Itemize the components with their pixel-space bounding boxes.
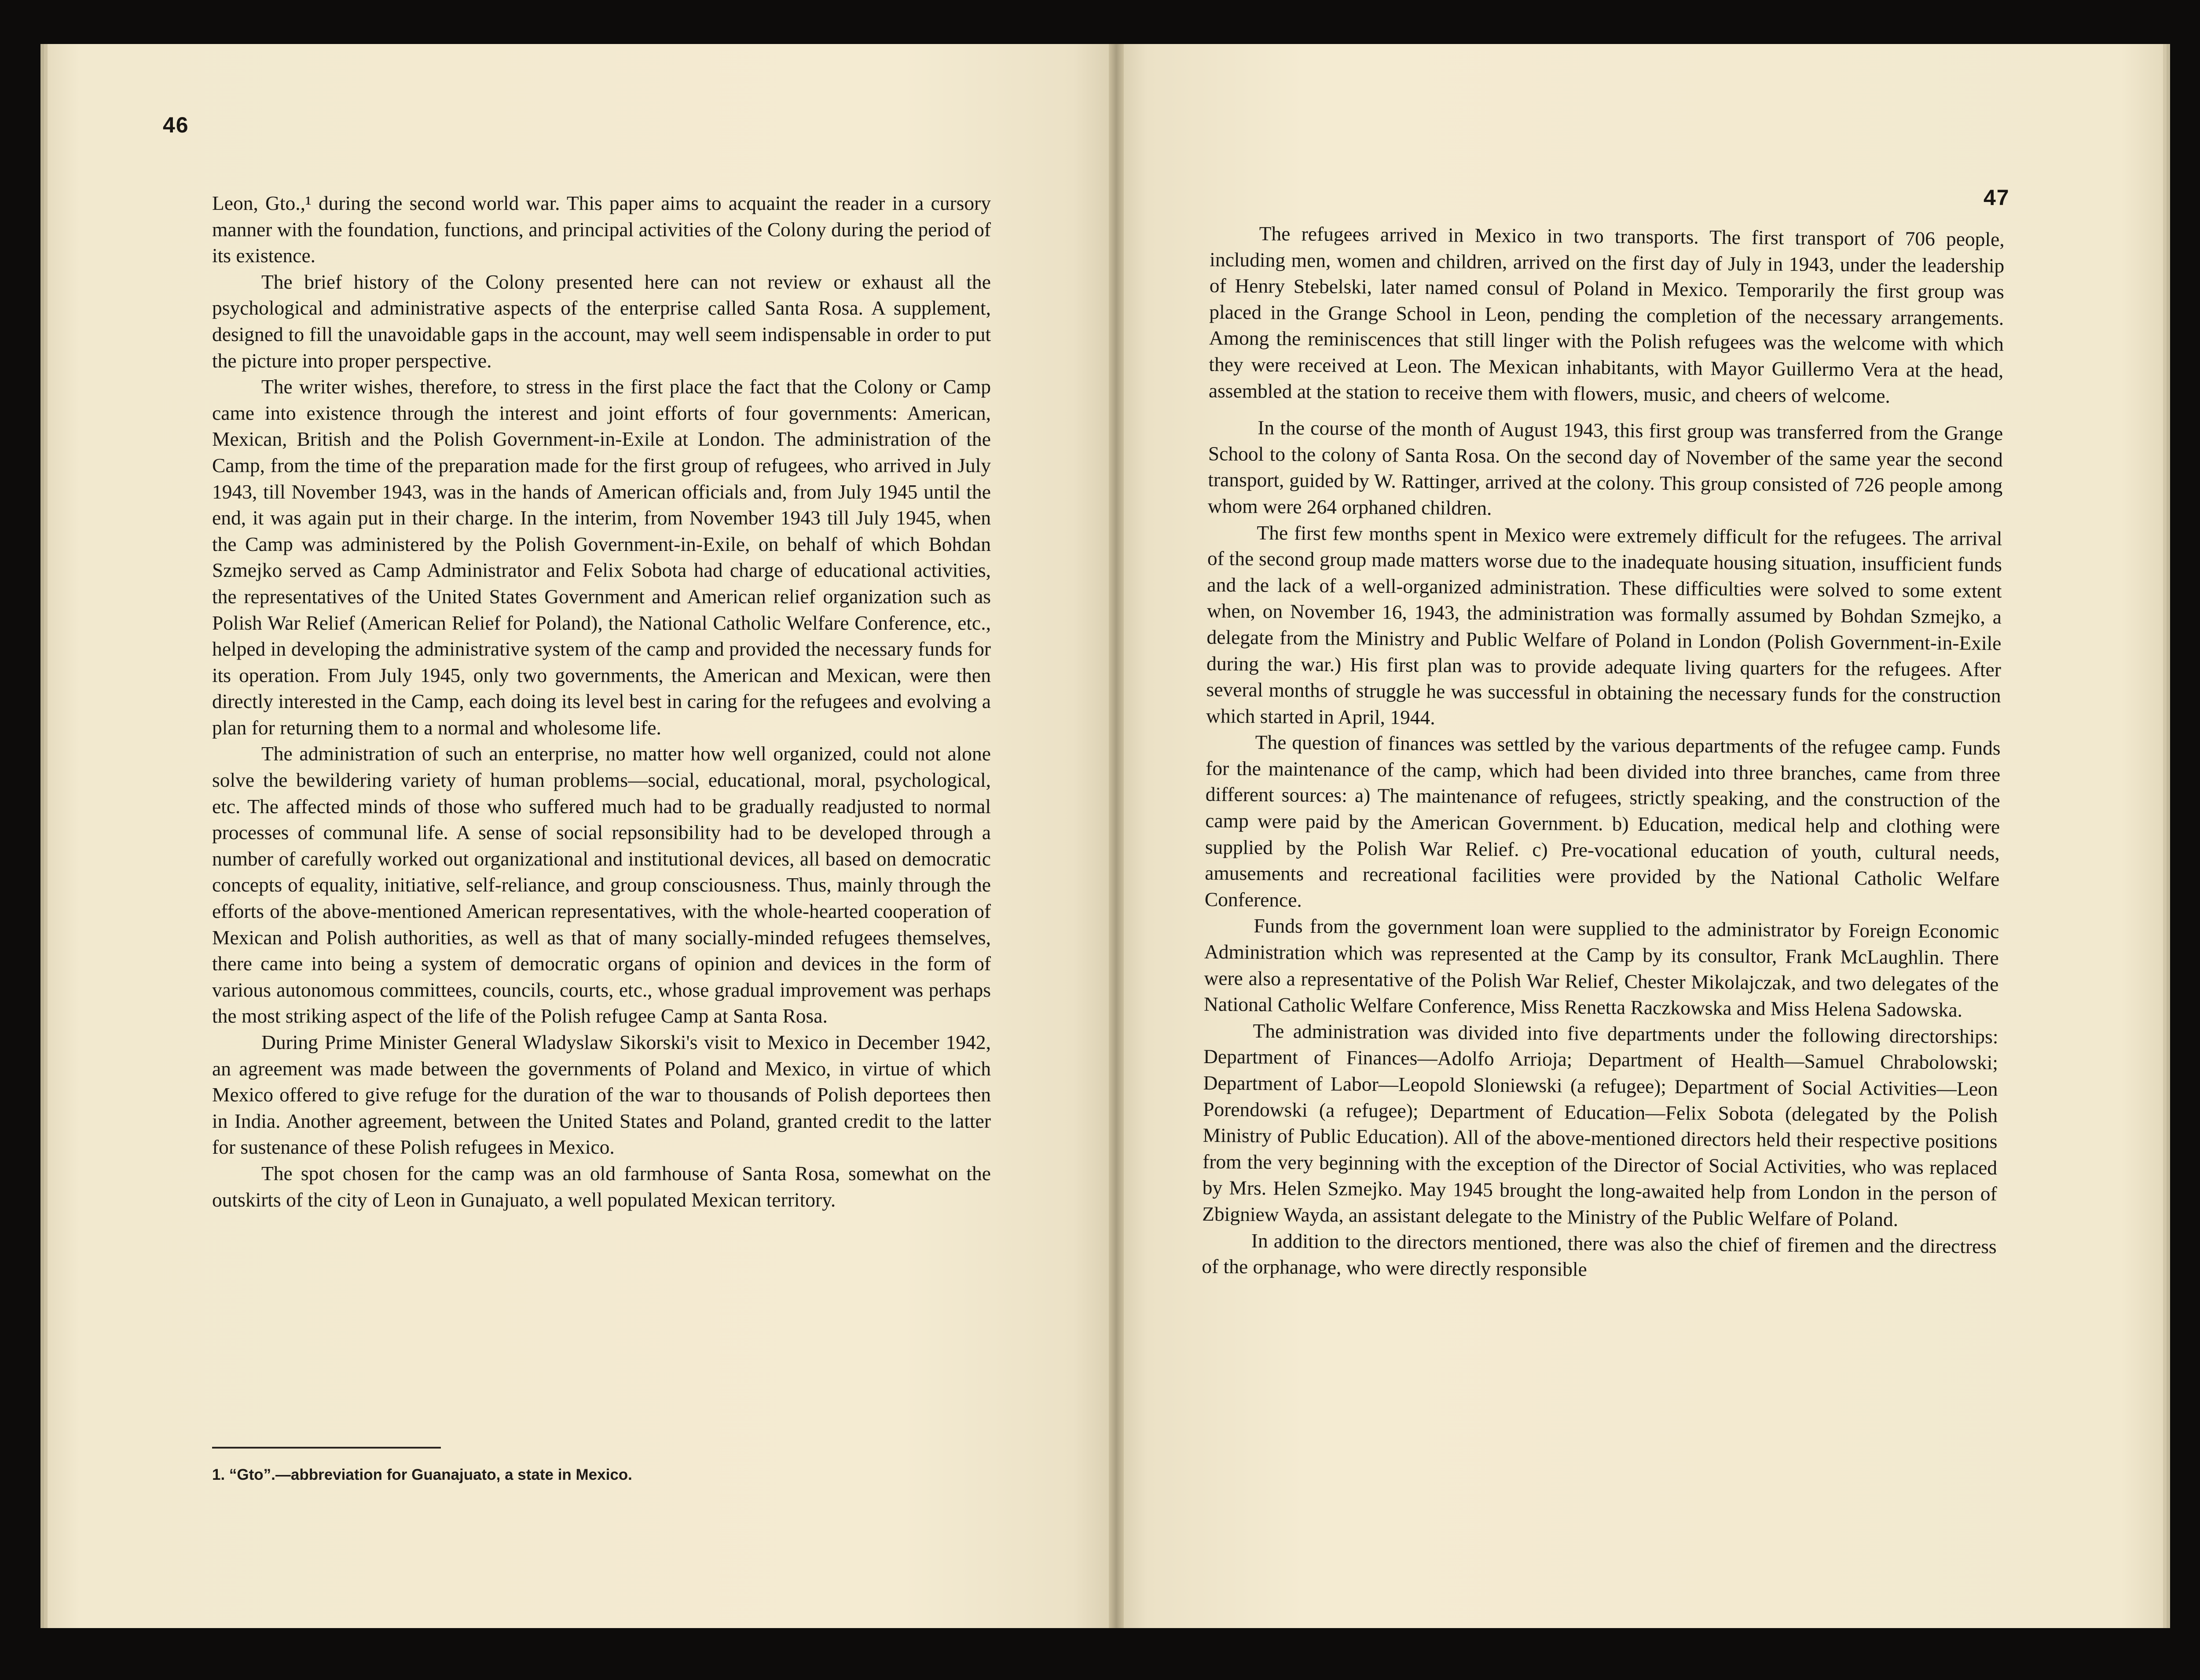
paragraph: The brief history of the Colony presented here can not review or exhaust all the psychological and administrative aspects of the enterprise called Santa Rosa. A supplement, designed to fill the unavoidable gaps in the account, may well seem indispensable in order to put the picture into proper perspective. <box>212 270 991 372</box>
page-number-left: 46 <box>163 113 189 137</box>
footnote-rule <box>212 1447 441 1449</box>
paragraph: The spot chosen for the camp was an old farmhouse of Santa Rosa, somewhat on the outskirts of the city of Leon in Gunajuato, a well populated Mexican territory. <box>212 1162 991 1211</box>
paragraph: The first few months spent in Mexico were extremely difficult for the refugees. The arrival of the second group made matters worse due to the inadequate housing situation, insufficient funds and the lack of a well-organized administration. These difficulties were solved to some extent when, on November 16, 1943, the administration was formally assumed by Bohdan Szmejko, a delegate from the Ministry and Public Welfare of Poland in London (Polish Government-in-Exile during the war.) His first plan was to provide adequate living quarters for the refugees. After several months of struggle he was successful in obtaining the necessary funds for the construction which started in April, 1944. <box>1206 521 2002 729</box>
left-page-body <box>212 190 991 1213</box>
book-gutter <box>1109 44 1124 1628</box>
paragraph: The question of finances was settled by the various departments of the refugee camp. Funds for the maintenance of the camp, which had been divided into three branches, came from three different sources: a) The maintenance of refugees, strictly speaking, and the construction of the camp were paid by the American Government. b) Education, medical help and clothing were supplied by the Polish War Relief. c) Pre-vocational education of youth, cultural needs, amusements and recreational facilities were provided by the National Catholic Welfare Conference. <box>1204 731 2001 911</box>
right-page-body <box>1202 220 2005 1286</box>
paragraph: In addition to the directors mentioned, there was also the chief of firemen and the directress of the orphanage, who were directly responsible <box>1202 1229 1997 1280</box>
paragraph: The writer wishes, therefore, to stress in the first place the fact that the Colony or Camp came into existence through the interest and joint efforts of four governments: American, Mexican, British and the Polish Government-in-Exile at London. The administration of the Camp, from the time of the preparation made for the first group of refugees, who arrived in July 1943, till November 1943, was in the hands of American officials and, from July 1945 until the end, it was again put in their charge. In the interim, from November 1943 till July 1945, when the Camp was administered by the Polish Government-in-Exile, on behalf of which Bohdan Szmejko served as Camp Administrator and Felix Sobota had charge of educational activities, the representatives of the United States Government and American relief organization such as Polish War Relief (American Relief for Poland), the National Catholic Welfare Conference, etc., helped in developing the administrative system of the camp and provided the necessary funds for its operation. From July 1945, only two governments, the American and Mexican, were then directly interested in the Camp, each doing its level best in caring for the refugees and evolving a plan for returning them to a normal and wholesome life. <box>212 375 991 739</box>
paragraph: The administration of such an enterprise, no matter how well organized, could not alone solve the bewildering variety of human problems—social, educational, moral, psychological, etc. The affected minds of those who suffered much had to be gradually readjusted to normal processes of communal life. A sense of social repsonsibility had to be developed through a number of carefully worked out organizational and institutional devices, all based on democratic concepts of equality, initiative, self-reliance, and group consciousness. Thus, mainly through the efforts of the above-mentioned American representatives, with the whole-hearted cooperation of Mexican and Polish authorities, as well as that of many socially-minded refugees themselves, there came into being a system of democratic organs of opinion and devices in the form of various autonomous committees, councils, courts, etc., whose gradual improvement was perhaps the most striking aspect of the life of the Polish refugee Camp at Santa Rosa. <box>212 742 991 1027</box>
page-number-right: 47 <box>1984 185 2010 210</box>
footnote: 1. “Gto”.—abbreviation for Guanajuato, a state in Mexico. <box>212 1466 632 1483</box>
paragraph: In the course of the month of August 1943, this first group was transferred from the Grange School to the colony of Santa Rosa. On the second day of November of the same year the second transport, guided by W. Rattinger, arrived at the colony. This group consisted of 726 people among whom were 264 orphaned children. <box>1207 416 2003 519</box>
paragraph: Funds from the government loan were supplied to the administrator by Foreign Economic Administration which was represented at the Camp by its consultor, Frank McLaughlin. There were also a representative of the Polish War Relief, Chester Mikolajczak, and two delegates of the National Catholic Welfare Conference, Miss Renetta Raczkowska and Miss Helena Sadowska. <box>1203 914 1999 1021</box>
paragraph: The refugees arrived in Mexico in two transports. The first transport of 706 people, including men, women and children, arrived on the first day of July in 1943, under the leadership of Henry Stebelski, later named consul of Poland in Mexico. Temporarily the first group was placed in the Grange School in Leon, pending the completion of the necessary arrangements. Among the reminiscences that still linger with the Polish refugees was the welcome with which they were received at Leon. The Mexican inhabitants, with Mayor Guillermo Vera at the head, assembled at the station to receive them with flowers, music, and cheers of welcome. <box>1208 222 2005 407</box>
paragraph: The administration was divided into five departments under the following directorships: Department of Finances—Adolfo Arrioja; Department of Health—Samuel Chrabolowski; Department of Labor—Leopold Sloniewski (a refugee); Department of Social Activities—Leon Porendowski (a refugee); Department of Education—Felix Sobota (delegated by the Polish Ministry of Public Education). All of the above-mentioned directors held their respective positions from the very beginning with the exception of the Director of Social Activities, who was replaced by Mrs. Helen Szmejko. May 1945 brought the long-awaited help from London in the person of Zbigniew Wayda, an assistant delegate to the Ministry of the Public Welfare of Poland. <box>1202 1019 1998 1231</box>
paragraph: Leon, Gto.,¹ during the second world war. This paper aims to acquaint the reader in a cursory manner with the foundation, functions, and principal activities of the Colony during the period of its existence. <box>212 192 991 267</box>
paragraph: During Prime Minister General Wladyslaw Sikorski's visit to Mexico in December 1942, an agreement was made between the governments of Poland and Mexico, in virtue of which Mexico offered to give refuge for the duration of the war to thousands of Polish deportees then in India. Another agreement, between the United States and Poland, granted credit to the latter for sustenance of these Polish refugees in Mexico. <box>212 1031 991 1159</box>
